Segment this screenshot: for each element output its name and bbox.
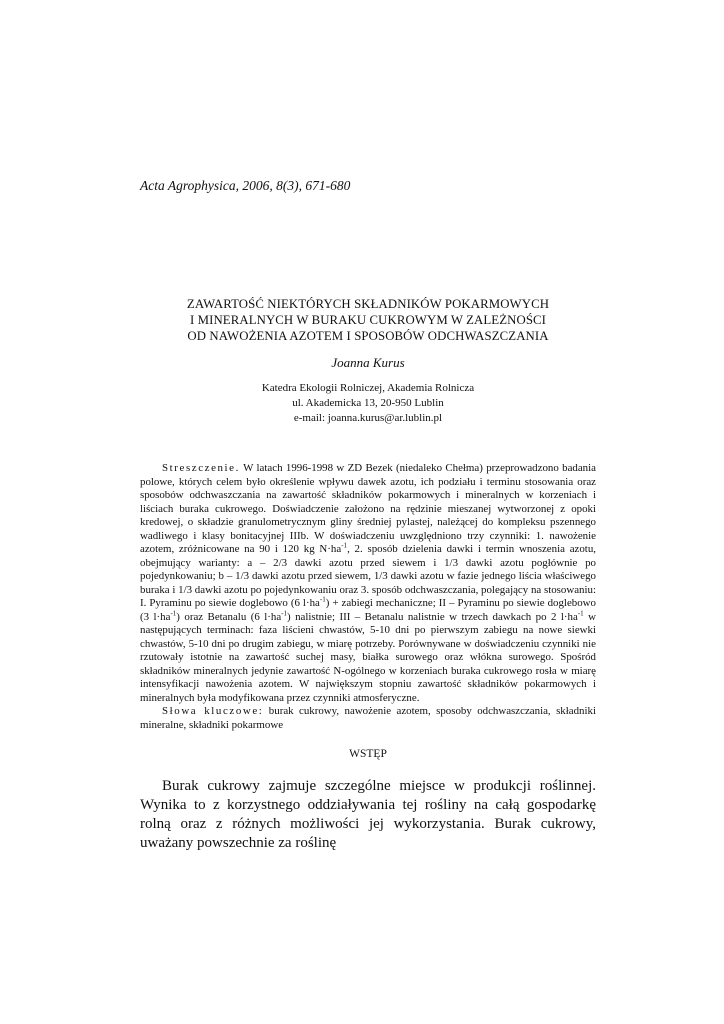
abstract-text: ) + zabiegi mechaniczne; II – Pyraminu po siewie doglebowo (3 l·ha [140, 597, 596, 623]
abstract-text: , 2. sposób dzielenia dawki i termin wnoszenia azotu, obejmujący warianty: a – 2/3 dawki azotu przed siewem i 1/3 dawki azotu pogłównie po pojedynkowaniu; b – 1/3 dawki azotu przed siewem, 1/3 dawki azotu w fazie jednego liścia właściwego buraka i 1/3 dawki azotu po pojedynkowaniu oraz 3. sposób odchwaszczania, polegający na stosowaniu: I. Pyraminu po siewie doglebowo (6 l·ha [140, 543, 597, 609]
exponent: -1 [281, 608, 288, 617]
abstract-text: W latach 1996-1998 w ZD Bezek (niedaleko Chełma) przeprowadzono badania polowe, których celem było określenie wpływu dawek azotu, ich podziału i terminu stosowania oraz sposobów odchwaszczania na zawartość składników pokarmowych i mineralnych w korzeniach i liściach buraka cukrowego. Doświadczenie założono na rędzinie mieszanej wytworzonej z opoki kredowej, o składzie granulometrycznym gliny średniej pylastej, należącej do kompleksu pszennego wadliwego i klasy bonitacyjnej IIIb. W doświadczeniu uwzględniono trzy czynniki: 1. nawożenie azotem, zróżnicowane na 90 i 120 kg N·ha [140, 462, 596, 555]
body-text [140, 777, 596, 853]
title-line: I MINERALNYCH W BURAKU CUKROWYM W ZALEŻNOŚCI [189, 313, 547, 327]
exponent: -1 [577, 608, 584, 617]
keywords-text: burak cukrowy, nawożenie azotem, sposoby odchwaszczania, składniki mineralne, składniki pokarmowe [140, 705, 596, 731]
journal-citation: Acta Agrophysica, 2006, 8(3), 671-680 [140, 178, 351, 193]
abstract-paragraph [140, 462, 596, 705]
author-affiliation [140, 381, 596, 426]
article-title [140, 296, 596, 344]
body-paragraph: Burak cukrowy zajmuje szczególne miejsce w produkcji roślinnej. Wynika to z korzystnego oddziaływania tej rośliny na całą gospodarkę rolną oraz z różnych możliwości jej wykorzystania. Burak cukrowy, uważany powszechnie za roślinę [140, 778, 596, 851]
abstract-text: ) nalistnie; III – Betanalu nalistnie w trzech dawkach po 2 l·ha [287, 610, 578, 623]
title-line: OD NAWOŻENIA AZOTEM I SPOSOBÓW ODCHWASZCZANIA [187, 329, 549, 343]
keywords-paragraph [140, 705, 596, 732]
exponent: -1 [319, 595, 326, 604]
section-heading: WSTĘP [349, 748, 387, 760]
affiliation-line: Katedra Ekologii Rolniczej, Akademia Rolnicza [261, 382, 475, 394]
abstract-label: Streszczenie. [162, 462, 240, 474]
affiliation-line: ul. Akademicka 13, 20-950 Lublin [292, 397, 444, 409]
author-name: Joanna Kurus [331, 355, 405, 370]
affiliation-email: e-mail: joanna.kurus@ar.lublin.pl [293, 412, 443, 424]
exponent: -1 [341, 541, 348, 550]
keywords-label: Słowa kluczowe: [162, 705, 264, 717]
abstract [140, 462, 596, 732]
abstract-text: w następujących terminach: faza liścieni chwastów, 5-10 dni po pierwszym zabiegu na nowe siewki chwastów, 5-10 dni po drugim zabiegu, w miarę potrzeby. Porównywane w doświadczeniu czynniki nie rzutowały istotnie na zawartość suchej masy, białka surowego oraz włókna surowego. Spośród składników mineralnych jedynie zawartość N-ogólnego w korzeniach buraka cukrowego rosła w miarę intensyfikacji nawożenia azotem. W największym stopniu zawartość składników pokarmowych i mineralnych była modyfikowana przez czynniki atmosferyczne. [140, 610, 596, 704]
title-line: ZAWARTOŚĆ NIEKTÓRYCH SKŁADNIKÓW POKARMOWYCH [186, 297, 550, 311]
abstract-text: ) oraz Betanalu (6 l·ha [176, 610, 282, 623]
exponent: -1 [170, 608, 177, 617]
